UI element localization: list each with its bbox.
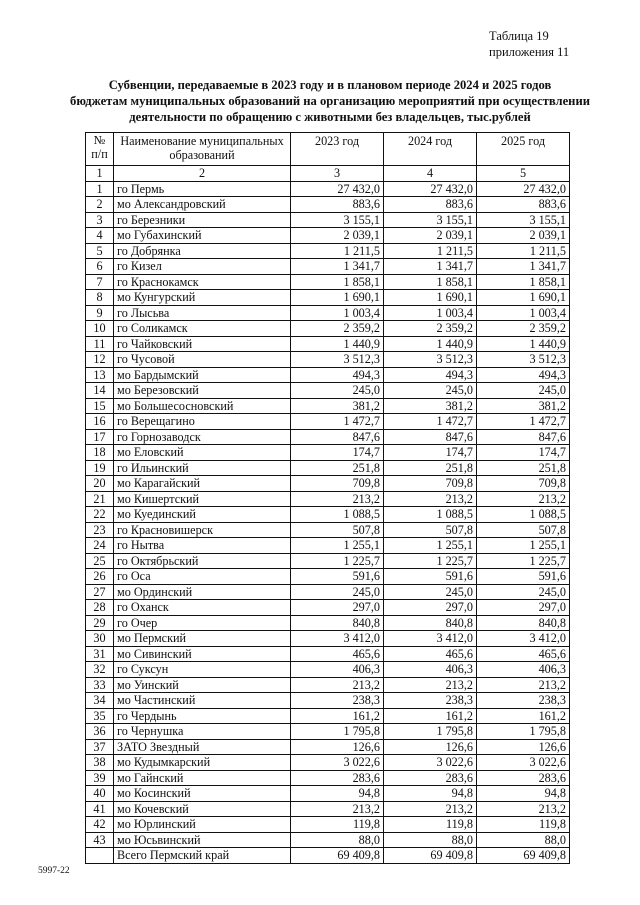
value-2025: 1 088,5 <box>477 507 570 523</box>
value-2024: 1 255,1 <box>384 538 477 554</box>
header-2023: 2023 год <box>291 133 384 166</box>
table-row <box>86 228 570 244</box>
value-2024: 2 359,2 <box>384 321 477 337</box>
value-2024: 2 039,1 <box>384 228 477 244</box>
municipality-name: го Очер <box>114 615 291 631</box>
subvention-table <box>85 132 570 864</box>
table-row <box>86 677 570 693</box>
row-number: 12 <box>86 352 114 368</box>
table-row <box>86 631 570 647</box>
title-line-3: деятельности по обращению с животными без владельцев, тыс.рублей <box>129 110 531 124</box>
value-2023: 1 690,1 <box>291 290 384 306</box>
row-number: 3 <box>86 212 114 228</box>
row-number: 41 <box>86 801 114 817</box>
row-number: 36 <box>86 724 114 740</box>
header-number <box>86 133 114 166</box>
row-number: 7 <box>86 274 114 290</box>
value-2024: 1 003,4 <box>384 305 477 321</box>
municipality-name: мо Губахинский <box>114 228 291 244</box>
municipality-name: го Ильинский <box>114 460 291 476</box>
value-2023: 297,0 <box>291 600 384 616</box>
value-2023: 2 039,1 <box>291 228 384 244</box>
table-row <box>86 429 570 445</box>
value-2025: 88,0 <box>477 832 570 848</box>
value-2025: 213,2 <box>477 801 570 817</box>
value-2023: 507,8 <box>291 522 384 538</box>
value-2023: 1 858,1 <box>291 274 384 290</box>
value-2023: 381,2 <box>291 398 384 414</box>
value-2023: 1 341,7 <box>291 259 384 275</box>
value-2023: 251,8 <box>291 460 384 476</box>
value-2023: 3 155,1 <box>291 212 384 228</box>
municipality-name: го Чердынь <box>114 708 291 724</box>
table-row <box>86 383 570 399</box>
value-2025: 709,8 <box>477 476 570 492</box>
value-2024: 238,3 <box>384 693 477 709</box>
table-row <box>86 786 570 802</box>
municipality-name: го Краснокамск <box>114 274 291 290</box>
value-2025: 283,6 <box>477 770 570 786</box>
value-2024: 161,2 <box>384 708 477 724</box>
table-row <box>86 243 570 259</box>
value-2023: 213,2 <box>291 491 384 507</box>
value-2023: 2 359,2 <box>291 321 384 337</box>
value-2023: 709,8 <box>291 476 384 492</box>
value-2023: 1 211,5 <box>291 243 384 259</box>
municipality-name: го Чусовой <box>114 352 291 368</box>
value-2025: 3 412,0 <box>477 631 570 647</box>
row-number: 28 <box>86 600 114 616</box>
table-row <box>86 553 570 569</box>
value-2024: 1 472,7 <box>384 414 477 430</box>
row-number: 35 <box>86 708 114 724</box>
table-row <box>86 755 570 771</box>
row-number: 27 <box>86 584 114 600</box>
value-2023: 119,8 <box>291 817 384 833</box>
row-number: 39 <box>86 770 114 786</box>
value-2025: 126,6 <box>477 739 570 755</box>
municipality-name: мо Кочевский <box>114 801 291 817</box>
table-row <box>86 801 570 817</box>
value-2023: 465,6 <box>291 646 384 662</box>
table-row <box>86 197 570 213</box>
value-2024: 507,8 <box>384 522 477 538</box>
value-2024: 283,6 <box>384 770 477 786</box>
value-2025: 3 022,6 <box>477 755 570 771</box>
municipality-name: мо Большесосновский <box>114 398 291 414</box>
column-index: 2 <box>114 166 291 182</box>
value-2023: 161,2 <box>291 708 384 724</box>
value-2023: 245,0 <box>291 584 384 600</box>
table-row <box>86 538 570 554</box>
value-2025: 507,8 <box>477 522 570 538</box>
table-row <box>86 832 570 848</box>
value-2023: 27 432,0 <box>291 181 384 197</box>
municipality-name: мо Ординский <box>114 584 291 600</box>
value-2025: 1 225,7 <box>477 553 570 569</box>
value-2024: 213,2 <box>384 491 477 507</box>
value-2023: 494,3 <box>291 367 384 383</box>
value-2024: 1 211,5 <box>384 243 477 259</box>
value-2024: 1 690,1 <box>384 290 477 306</box>
row-number: 19 <box>86 460 114 476</box>
municipality-name: го Березники <box>114 212 291 228</box>
municipality-name: мо Еловский <box>114 445 291 461</box>
municipality-name: мо Уинский <box>114 677 291 693</box>
value-2024: 3 412,0 <box>384 631 477 647</box>
appendix-reference: приложения 11 <box>489 45 570 59</box>
value-2024: 126,6 <box>384 739 477 755</box>
table-row <box>86 615 570 631</box>
value-2023: 283,6 <box>291 770 384 786</box>
header-2025: 2025 год <box>477 133 570 166</box>
title-line-2: бюджетам муниципальных образований на организацию мероприятий при осуществлении <box>70 94 590 108</box>
value-2025: 213,2 <box>477 677 570 693</box>
value-2025: 3 512,3 <box>477 352 570 368</box>
row-number: 14 <box>86 383 114 399</box>
value-2023: 406,3 <box>291 662 384 678</box>
total-number-cell <box>86 848 114 864</box>
column-index: 5 <box>477 166 570 182</box>
table-row <box>86 259 570 275</box>
row-number: 32 <box>86 662 114 678</box>
table-row <box>86 445 570 461</box>
value-2025: 883,6 <box>477 197 570 213</box>
municipality-name: мо Сивинский <box>114 646 291 662</box>
municipality-name: го Нытва <box>114 538 291 554</box>
municipality-name: го Горнозаводск <box>114 429 291 445</box>
value-2025: 251,8 <box>477 460 570 476</box>
municipality-name: мо Частинский <box>114 693 291 709</box>
value-2025: 1 440,9 <box>477 336 570 352</box>
municipality-name: го Оханск <box>114 600 291 616</box>
table-row <box>86 321 570 337</box>
municipality-name: го Соликамск <box>114 321 291 337</box>
value-2023: 3 512,3 <box>291 352 384 368</box>
header-name <box>114 133 291 166</box>
municipality-name: го Суксун <box>114 662 291 678</box>
value-2025: 494,3 <box>477 367 570 383</box>
row-number: 1 <box>86 181 114 197</box>
table-row <box>86 507 570 523</box>
table-body <box>86 181 570 848</box>
table-row <box>86 522 570 538</box>
value-2025: 840,8 <box>477 615 570 631</box>
value-2025: 3 155,1 <box>477 212 570 228</box>
municipality-name: мо Кудымкарский <box>114 755 291 771</box>
table-row <box>86 367 570 383</box>
value-2024: 245,0 <box>384 584 477 600</box>
row-number: 21 <box>86 491 114 507</box>
municipality-name: мо Гайнский <box>114 770 291 786</box>
table-row <box>86 414 570 430</box>
row-number: 11 <box>86 336 114 352</box>
value-2024: 88,0 <box>384 832 477 848</box>
value-2025: 161,2 <box>477 708 570 724</box>
table-row <box>86 476 570 492</box>
row-number: 5 <box>86 243 114 259</box>
row-number: 10 <box>86 321 114 337</box>
value-2025: 245,0 <box>477 383 570 399</box>
value-2023: 883,6 <box>291 197 384 213</box>
row-number: 30 <box>86 631 114 647</box>
row-number: 17 <box>86 429 114 445</box>
table-row <box>86 491 570 507</box>
municipality-name: го Верещагино <box>114 414 291 430</box>
total-row <box>86 848 570 864</box>
table-row <box>86 584 570 600</box>
value-2023: 1 440,9 <box>291 336 384 352</box>
table-row <box>86 739 570 755</box>
value-2025: 213,2 <box>477 491 570 507</box>
municipality-name: го Лысьва <box>114 305 291 321</box>
row-number: 38 <box>86 755 114 771</box>
table-row <box>86 693 570 709</box>
column-index: 4 <box>384 166 477 182</box>
table-row <box>86 724 570 740</box>
value-2025: 94,8 <box>477 786 570 802</box>
value-2023: 3 412,0 <box>291 631 384 647</box>
value-2024: 883,6 <box>384 197 477 213</box>
table-row <box>86 600 570 616</box>
value-2024: 1 225,7 <box>384 553 477 569</box>
municipality-name: го Октябрьский <box>114 553 291 569</box>
value-2024: 847,6 <box>384 429 477 445</box>
row-number: 15 <box>86 398 114 414</box>
row-number: 43 <box>86 832 114 848</box>
row-number: 16 <box>86 414 114 430</box>
value-2025: 1 211,5 <box>477 243 570 259</box>
value-2024: 1 795,8 <box>384 724 477 740</box>
value-2024: 119,8 <box>384 817 477 833</box>
row-number: 37 <box>86 739 114 755</box>
value-2024: 213,2 <box>384 677 477 693</box>
table-row <box>86 817 570 833</box>
table-row <box>86 398 570 414</box>
value-2025: 245,0 <box>477 584 570 600</box>
row-number: 25 <box>86 553 114 569</box>
value-2024: 591,6 <box>384 569 477 585</box>
row-number: 23 <box>86 522 114 538</box>
row-number: 6 <box>86 259 114 275</box>
value-2024: 3 155,1 <box>384 212 477 228</box>
title-line-1: Субвенции, передаваемые в 2023 году и в плановом периоде 2024 и 2025 годов <box>108 78 552 92</box>
municipality-name: го Добрянка <box>114 243 291 259</box>
row-number: 22 <box>86 507 114 523</box>
row-number: 18 <box>86 445 114 461</box>
table-row <box>86 336 570 352</box>
municipality-name: мо Юрлинский <box>114 817 291 833</box>
document-title <box>70 77 590 125</box>
value-2024: 465,6 <box>384 646 477 662</box>
document-code: 5997-22 <box>38 866 70 876</box>
row-number: 13 <box>86 367 114 383</box>
value-2025: 2 039,1 <box>477 228 570 244</box>
municipality-name: го Чернушка <box>114 724 291 740</box>
value-2023: 213,2 <box>291 801 384 817</box>
value-2024: 709,8 <box>384 476 477 492</box>
value-2023: 88,0 <box>291 832 384 848</box>
table-row <box>86 460 570 476</box>
value-2023: 1 088,5 <box>291 507 384 523</box>
table-row <box>86 569 570 585</box>
municipality-name: мо Кунгурский <box>114 290 291 306</box>
value-2024: 406,3 <box>384 662 477 678</box>
table-row <box>86 770 570 786</box>
value-2023: 174,7 <box>291 445 384 461</box>
value-2023: 591,6 <box>291 569 384 585</box>
value-2023: 3 022,6 <box>291 755 384 771</box>
value-2025: 406,3 <box>477 662 570 678</box>
value-2024: 94,8 <box>384 786 477 802</box>
total-label: Всего Пермский край <box>114 848 291 864</box>
header-row <box>86 133 570 166</box>
municipality-name: мо Пермский <box>114 631 291 647</box>
appendix-note <box>489 28 609 60</box>
column-index: 3 <box>291 166 384 182</box>
value-2025: 1 003,4 <box>477 305 570 321</box>
municipality-name: мо Кишертский <box>114 491 291 507</box>
header-number-line-1: № <box>93 133 106 147</box>
row-number: 26 <box>86 569 114 585</box>
total-2025: 69 409,8 <box>477 848 570 864</box>
table-row <box>86 181 570 197</box>
municipality-name: ЗАТО Звездный <box>114 739 291 755</box>
total-2023: 69 409,8 <box>291 848 384 864</box>
municipality-name: го Кизел <box>114 259 291 275</box>
municipality-name: мо Косинский <box>114 786 291 802</box>
table-row <box>86 708 570 724</box>
row-number: 2 <box>86 197 114 213</box>
row-number: 24 <box>86 538 114 554</box>
row-number: 33 <box>86 677 114 693</box>
value-2024: 3 022,6 <box>384 755 477 771</box>
header-number-line-2: п/п <box>91 147 108 161</box>
value-2024: 494,3 <box>384 367 477 383</box>
value-2025: 238,3 <box>477 693 570 709</box>
value-2025: 1 341,7 <box>477 259 570 275</box>
municipality-name: го Красновишерск <box>114 522 291 538</box>
value-2025: 591,6 <box>477 569 570 585</box>
value-2025: 2 359,2 <box>477 321 570 337</box>
value-2023: 213,2 <box>291 677 384 693</box>
row-number: 4 <box>86 228 114 244</box>
value-2025: 381,2 <box>477 398 570 414</box>
value-2024: 381,2 <box>384 398 477 414</box>
table-row <box>86 662 570 678</box>
value-2025: 465,6 <box>477 646 570 662</box>
table-row <box>86 212 570 228</box>
value-2023: 1 472,7 <box>291 414 384 430</box>
value-2024: 297,0 <box>384 600 477 616</box>
municipality-name: мо Юсьвинский <box>114 832 291 848</box>
table-row <box>86 305 570 321</box>
municipality-name: мо Карагайский <box>114 476 291 492</box>
value-2024: 1 088,5 <box>384 507 477 523</box>
value-2025: 174,7 <box>477 445 570 461</box>
row-number: 42 <box>86 817 114 833</box>
value-2023: 238,3 <box>291 693 384 709</box>
value-2024: 840,8 <box>384 615 477 631</box>
value-2025: 27 432,0 <box>477 181 570 197</box>
value-2025: 1 795,8 <box>477 724 570 740</box>
value-2025: 119,8 <box>477 817 570 833</box>
value-2025: 1 472,7 <box>477 414 570 430</box>
row-number: 8 <box>86 290 114 306</box>
total-2024: 69 409,8 <box>384 848 477 864</box>
table-row <box>86 290 570 306</box>
municipality-name: го Оса <box>114 569 291 585</box>
value-2023: 840,8 <box>291 615 384 631</box>
municipality-name: го Пермь <box>114 181 291 197</box>
value-2023: 126,6 <box>291 739 384 755</box>
value-2023: 1 795,8 <box>291 724 384 740</box>
table-row <box>86 646 570 662</box>
value-2024: 1 341,7 <box>384 259 477 275</box>
value-2023: 1 225,7 <box>291 553 384 569</box>
row-number: 34 <box>86 693 114 709</box>
value-2024: 1 440,9 <box>384 336 477 352</box>
row-number: 9 <box>86 305 114 321</box>
value-2025: 1 690,1 <box>477 290 570 306</box>
value-2023: 847,6 <box>291 429 384 445</box>
value-2025: 1 858,1 <box>477 274 570 290</box>
header-2024: 2024 год <box>384 133 477 166</box>
column-index: 1 <box>86 166 114 182</box>
column-index-row <box>86 166 570 182</box>
table-row <box>86 274 570 290</box>
value-2024: 245,0 <box>384 383 477 399</box>
value-2023: 1 003,4 <box>291 305 384 321</box>
value-2025: 1 255,1 <box>477 538 570 554</box>
value-2023: 94,8 <box>291 786 384 802</box>
value-2023: 245,0 <box>291 383 384 399</box>
row-number: 29 <box>86 615 114 631</box>
header-name-line-1: Наименование муниципальных <box>120 134 284 148</box>
table-row <box>86 352 570 368</box>
municipality-name: мо Куединский <box>114 507 291 523</box>
value-2024: 27 432,0 <box>384 181 477 197</box>
row-number: 40 <box>86 786 114 802</box>
municipality-name: мо Березовский <box>114 383 291 399</box>
value-2025: 847,6 <box>477 429 570 445</box>
value-2024: 174,7 <box>384 445 477 461</box>
value-2024: 1 858,1 <box>384 274 477 290</box>
value-2025: 297,0 <box>477 600 570 616</box>
row-number: 20 <box>86 476 114 492</box>
value-2023: 1 255,1 <box>291 538 384 554</box>
header-name-line-2: образований <box>169 148 235 162</box>
municipality-name: мо Бардымский <box>114 367 291 383</box>
value-2024: 251,8 <box>384 460 477 476</box>
value-2024: 213,2 <box>384 801 477 817</box>
municipality-name: го Чайковский <box>114 336 291 352</box>
municipality-name: мо Александровский <box>114 197 291 213</box>
table-number: Таблица 19 <box>489 29 549 43</box>
row-number: 31 <box>86 646 114 662</box>
value-2024: 3 512,3 <box>384 352 477 368</box>
